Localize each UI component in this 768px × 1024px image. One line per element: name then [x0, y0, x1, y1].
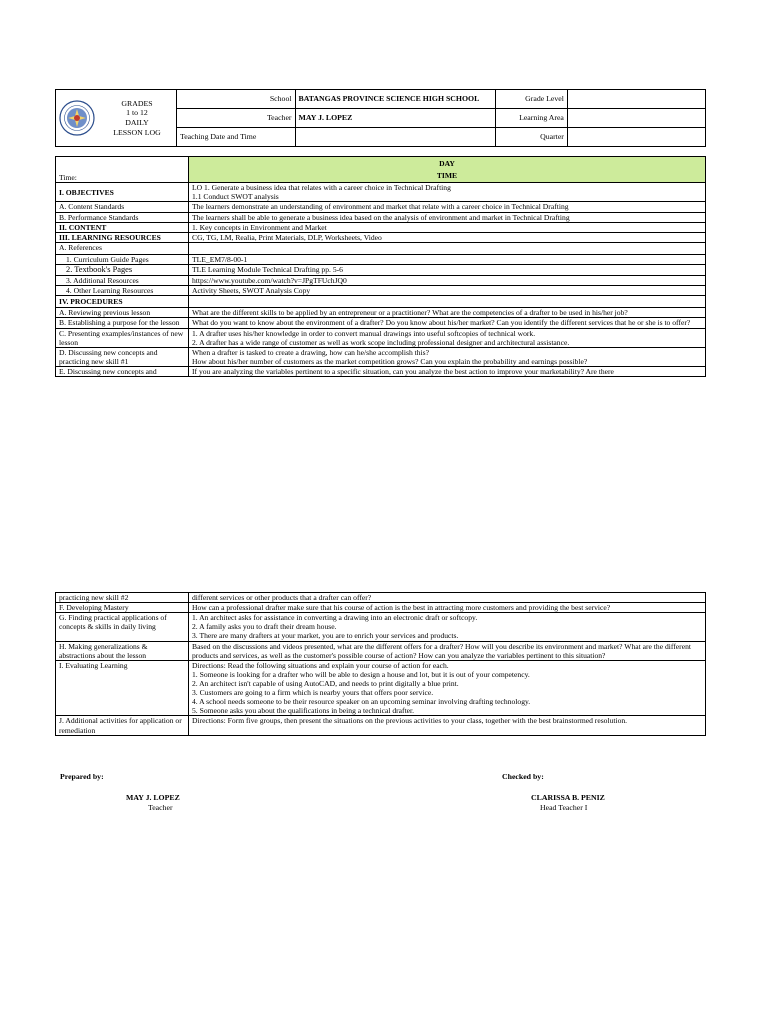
row-content [189, 347, 706, 366]
row-content [189, 202, 706, 212]
day-label: DAY [439, 159, 455, 168]
row-content [189, 212, 706, 222]
row-label: III. LEARNING RESOURCES [56, 232, 189, 242]
table-row [56, 603, 706, 613]
row-content [189, 366, 706, 376]
grades-line: 1 to 12 [126, 108, 148, 118]
row-content [189, 308, 706, 318]
row-content [189, 593, 706, 603]
row-content [189, 242, 706, 254]
row-label: B. Establishing a purpose for the lesson [56, 318, 189, 328]
content-line: TLE Learning Module Technical Drafting pp. 5-6 [192, 264, 343, 274]
row-content [189, 641, 706, 660]
checked-by-label: Checked by: [502, 772, 544, 781]
content-line: https://www.youtube.com/watch?v=JPgTFUchJQ0 [192, 276, 347, 286]
row-label: F. Developing Mastery [56, 603, 189, 613]
table-row [56, 366, 706, 376]
content-line: different services or other products that a drafter can offer? [192, 593, 372, 602]
content-line: Based on the discussions and videos presented, what are the different offers for a drafter? How will you describe its environment and market? What are the different products and services, as well as the customer's possible course of action? How can you analyze the variables pertinent to this situation? [192, 641, 691, 660]
row-label: A. References [56, 242, 189, 254]
table-row [56, 347, 706, 366]
content-line: 2. A family asks you to draft their dream house. [192, 622, 337, 632]
row-content [189, 318, 706, 328]
table-row [56, 232, 706, 242]
table-row [56, 212, 706, 222]
content-line: 1.1 Conduct SWOT analysis [192, 192, 279, 202]
content-line: 3. There are many drafters at your market, you are to enrich your services and products. [192, 631, 459, 641]
table-row [56, 254, 706, 264]
lesson-table-page2 [55, 592, 706, 736]
content-line: Directions: Form five groups, then present the situations on the previous activities to your class, together with the best brainstormed resolution. [192, 716, 628, 726]
time-label: Time: [56, 157, 189, 183]
row-content [189, 286, 706, 296]
table-row [56, 276, 706, 286]
prepared-by-label: Prepared by: [60, 772, 104, 781]
row-content [189, 613, 706, 641]
prepared-name: MAY J. LOPEZ [126, 793, 180, 802]
row-label: I. Evaluating Learning [56, 660, 189, 716]
table-row [56, 318, 706, 328]
row-label: 4. Other Learning Resources [56, 286, 189, 296]
row-label: 3. Additional Resources [56, 276, 189, 286]
content-line: Directions: Read the following situations and explain your course of action for each. [192, 660, 449, 670]
content-line: 3. Customers are going to a firm which is nearby yours that offers poor service. [192, 688, 434, 698]
learning-area-value [567, 109, 705, 128]
content-line: 2. A drafter has a wide range of customer as well as work scope including professional designer and architectural assistance. [192, 337, 570, 347]
content-line: 4. A school needs someone to be their resource speaker on an upcoming seminar involving drafting technology. [192, 697, 531, 707]
deped-seal-icon [59, 100, 95, 136]
table-row [56, 242, 706, 254]
content-line: What do you want to know about the environment of a drafter? Do you know about his/her market? Can you identify the different services that he or she is to offer? [192, 318, 691, 328]
row-label: 2. Textbook's Pages [56, 264, 189, 275]
row-content [189, 328, 706, 347]
grades-line: DAILY [125, 118, 149, 127]
content-line: The learners demonstrate an understanding of environment and market that relate with a career choice in Technical Drafting [192, 202, 569, 212]
content-line: TLE_EM7/8-00-1 [192, 254, 248, 264]
header-table [55, 89, 706, 147]
row-content [189, 183, 706, 202]
row-label: IV. PROCEDURES [56, 296, 189, 308]
row-content [189, 222, 706, 232]
table-row [56, 286, 706, 296]
table-row [56, 613, 706, 641]
prepared-title: Teacher [148, 803, 173, 812]
row-label: J. Additional activities for application or remediation [56, 716, 189, 735]
school-label: School [177, 90, 296, 109]
row-label: H. Making generalizations & abstractions about the lesson [56, 641, 189, 660]
grade-level-label: Grade Level [496, 90, 568, 109]
row-label: A. Content Standards [56, 202, 189, 212]
content-line: CG, TG, LM, Realia, Print Materials, DLP, Worksheets, Video [192, 232, 382, 242]
content-line: LO 1. Generate a business idea that relates with a career choice in Technical Drafting [192, 183, 451, 193]
table-row [56, 716, 706, 735]
content-line: Activity Sheets, SWOT Analysis Copy [192, 286, 311, 296]
grades-title [101, 99, 173, 138]
table-row [56, 328, 706, 347]
content-line: 1. Key concepts in Environment and Market [192, 222, 327, 232]
row-label: 1. Curriculum Guide Pages [56, 254, 189, 264]
checked-title: Head Teacher I [540, 803, 588, 812]
date-value [295, 128, 495, 147]
row-label: E. Discussing new concepts and [56, 366, 189, 376]
time-header-label: TIME [436, 171, 458, 181]
table-row [56, 264, 706, 275]
logo-grades-cell [56, 90, 177, 147]
row-label: G. Finding practical applications of concepts & skills in daily living [56, 613, 189, 641]
grade-level-value [567, 90, 705, 109]
row-label: C. Presenting examples/instances of new lesson [56, 328, 189, 347]
content-line: 5. Someone asks you about the qualifications in being a technical drafter. [192, 706, 415, 716]
content-line: 1. An architect asks for assistance in converting a drawing into an electronic draft or softcopy. [192, 613, 478, 623]
row-content [189, 296, 706, 308]
table-row [56, 641, 706, 660]
row-label: I. OBJECTIVES [56, 183, 189, 202]
table-row [56, 593, 706, 603]
row-label: II. CONTENT [56, 222, 189, 232]
teacher-label: Teacher [177, 109, 296, 128]
content-line: When a drafter is tasked to create a drawing, how can he/she accomplish this? [192, 347, 430, 357]
row-content [189, 660, 706, 716]
date-label: Teaching Date and Time [177, 128, 296, 147]
table-row [56, 296, 706, 308]
content-line: The learners shall be able to generate a business idea based on the analysis of environment and market in Technical Drafting [192, 212, 570, 222]
row-content [189, 254, 706, 264]
day-time-header [189, 157, 706, 183]
quarter-label: Quarter [496, 128, 568, 147]
school-value: BATANGAS PROVINCE SCIENCE HIGH SCHOOL [295, 90, 495, 109]
row-content [189, 716, 706, 735]
teacher-value: MAY J. LOPEZ [295, 109, 495, 128]
row-content [189, 603, 706, 613]
content-line: 1. A drafter uses his/her knowledge in order to convert manual drawings into useful softcopies of technical work. [192, 328, 536, 338]
row-content [189, 276, 706, 286]
grades-line: LESSON LOG [113, 127, 161, 137]
quarter-value [567, 128, 705, 147]
content-line [192, 243, 702, 254]
row-label: D. Discussing new concepts and practicing new skill #1 [56, 347, 189, 366]
content-line: What are the different skills to be applied by an entrepreneur or a practitioner? What are the competencies of a drafter to be used in his/her job? [192, 308, 628, 318]
content-line: How can a professional drafter make sure that his course of action is the best in attracting more customers and providing the best service? [192, 603, 611, 613]
rows-page1 [56, 183, 706, 377]
content-line: 1. Someone is looking for a drafter who will be able to design a house and lot, but it is out of your competency. [192, 669, 530, 679]
table-row [56, 660, 706, 716]
grades-line: GRADES [121, 98, 153, 108]
content-line [192, 296, 702, 307]
content-line: If you are analyzing the variables pertinent to a specific situation, can you analyze the best action to improve your marketability? Are there [192, 366, 614, 376]
content-line: How about his/her number of customers as the market competition grows? Can you explain the probability and earnings possible? [192, 356, 588, 366]
row-label: A. Reviewing previous lesson [56, 308, 189, 318]
row-label: B. Performance Standards [56, 212, 189, 222]
row-label: practicing new skill #2 [56, 593, 189, 603]
table-row [56, 183, 706, 202]
learning-area-label: Learning Area [496, 109, 568, 128]
checked-name: CLARISSA B. PENIZ [531, 793, 605, 802]
row-content [189, 232, 706, 242]
row-content [189, 264, 706, 275]
rows-page2 [56, 593, 706, 736]
content-line: 2. An architect isn't capable of using AutoCAD, and needs to print digitally a blue print. [192, 678, 459, 688]
table-row [56, 308, 706, 318]
table-row [56, 202, 706, 212]
lesson-table-page1 [55, 156, 706, 377]
table-row [56, 222, 706, 232]
